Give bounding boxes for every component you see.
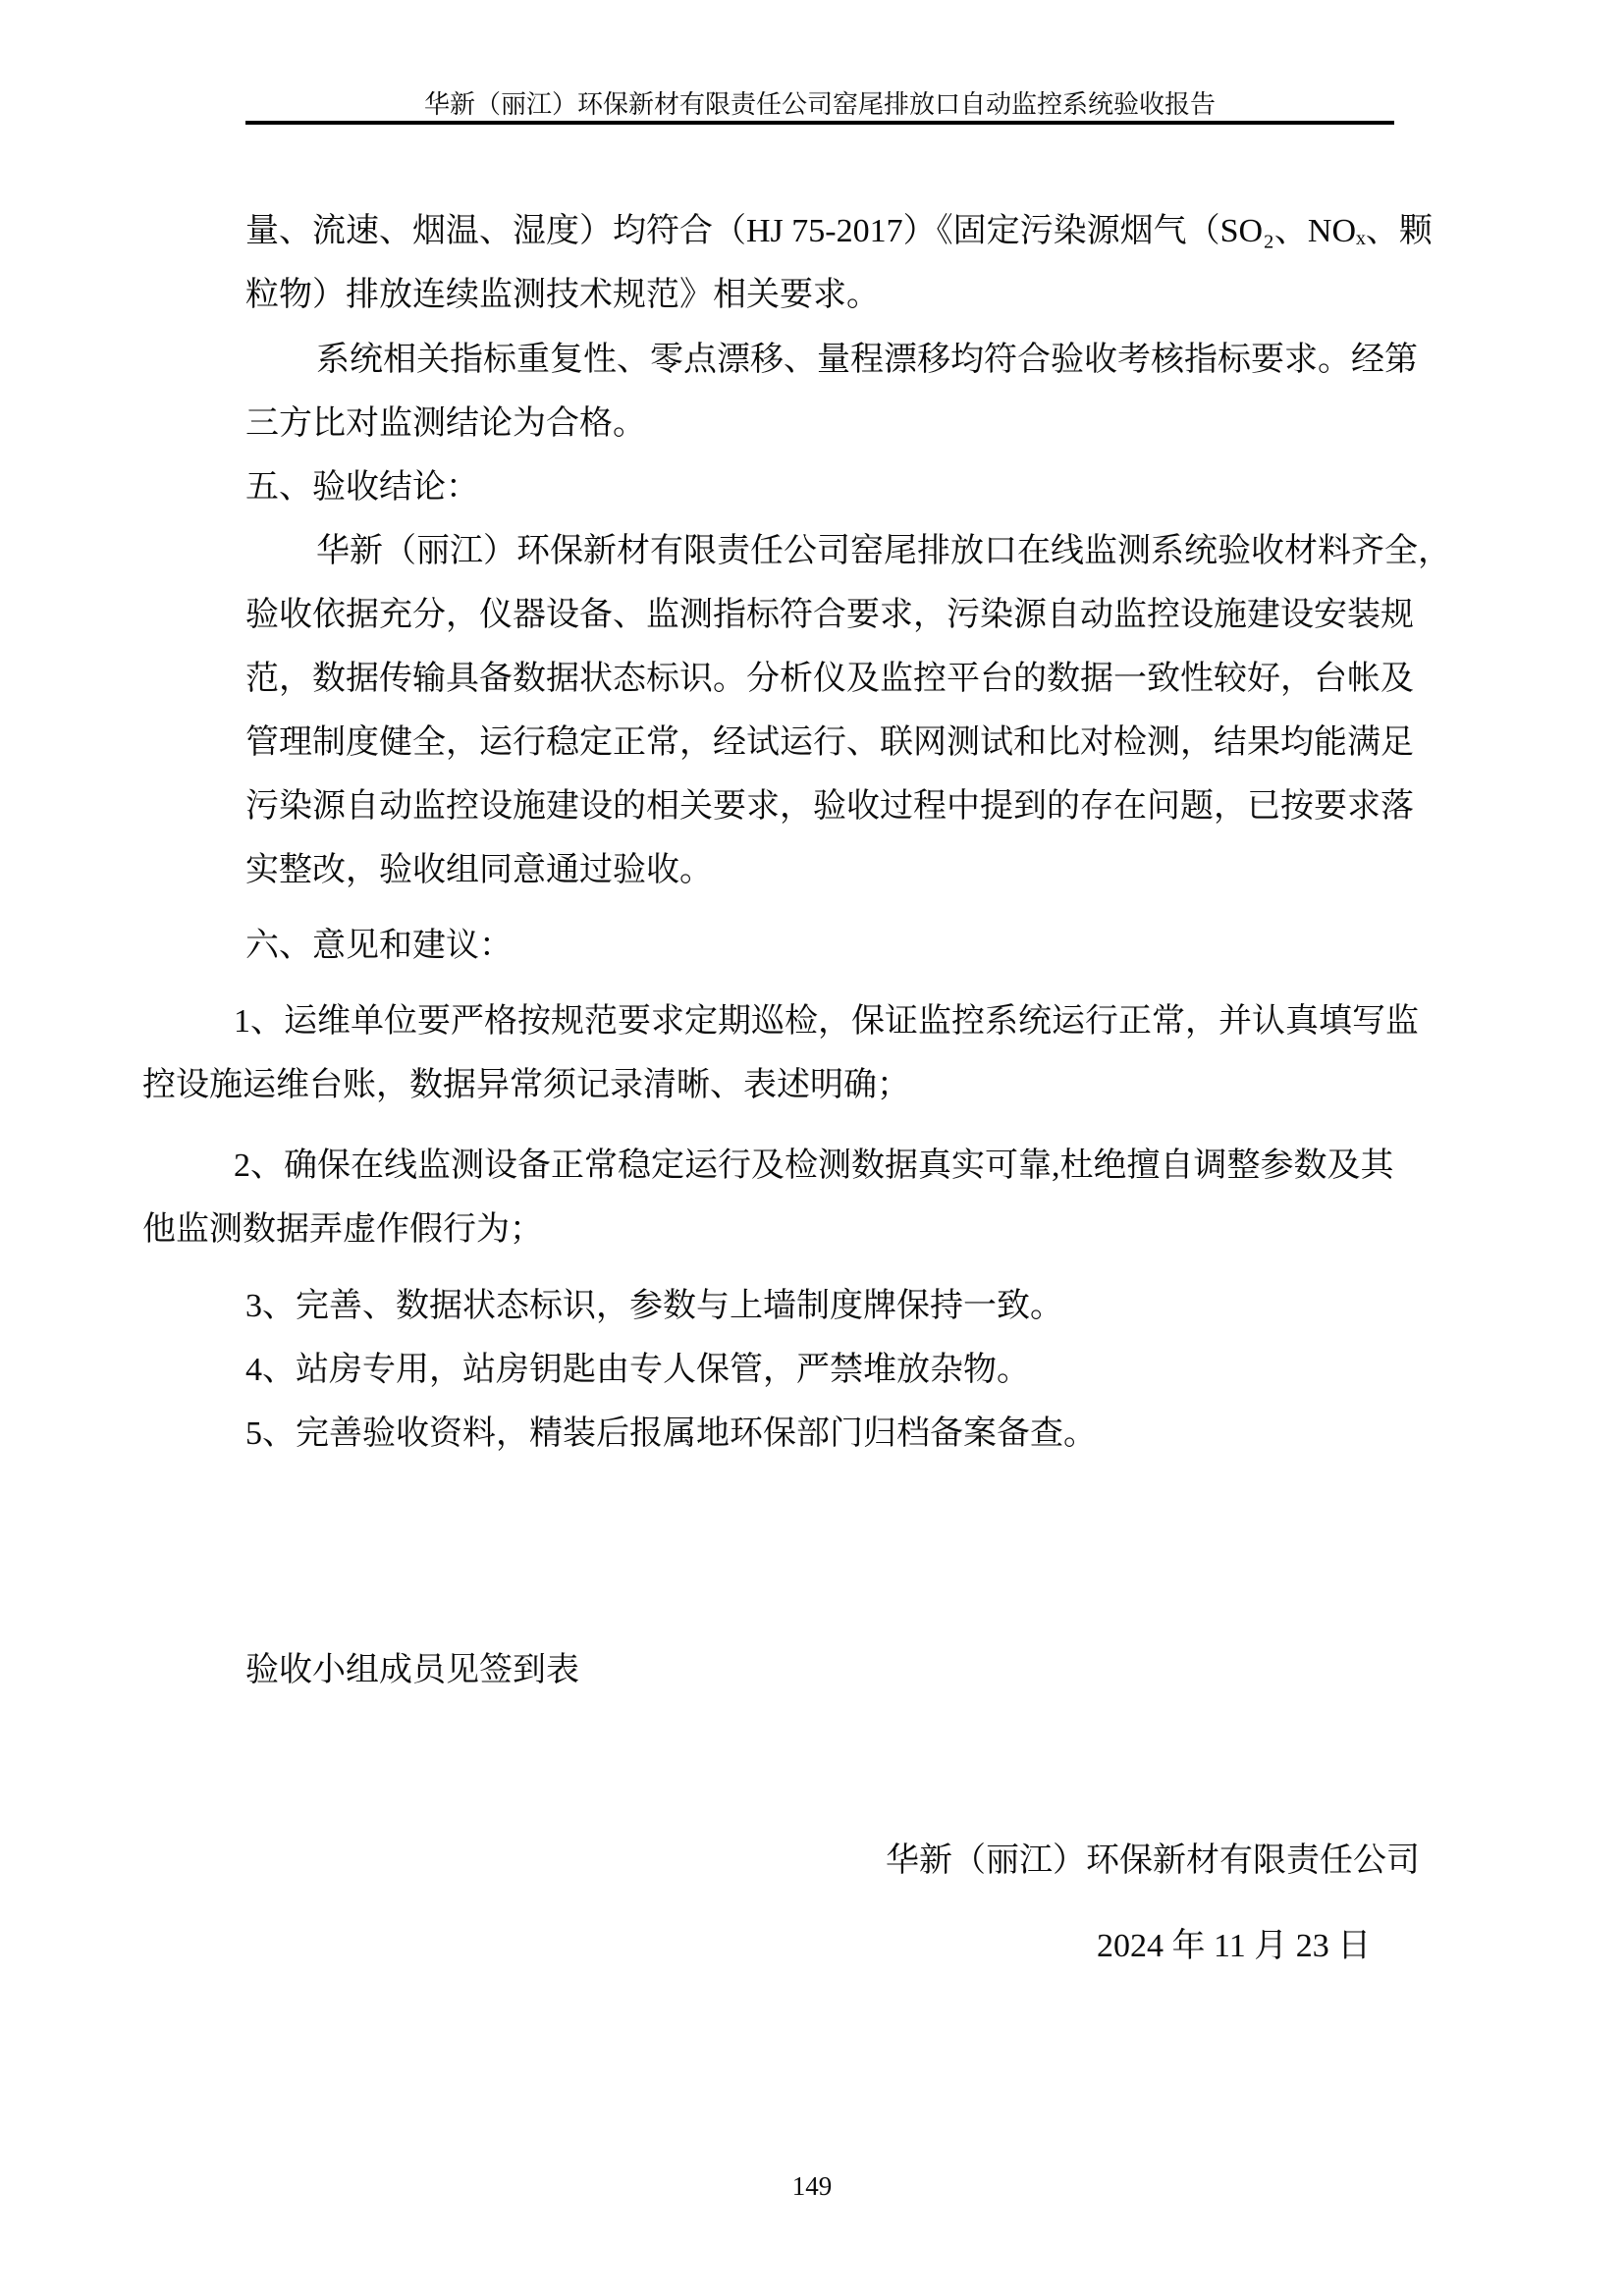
suggestion-item-2-continued: 他监测数据弄虚作假行为； xyxy=(142,1211,543,1248)
section-5-heading: 五、验收结论： xyxy=(245,469,479,506)
body-line: 粒物）排放连续监测技术规范》相关要求。 xyxy=(245,277,880,313)
section-6-heading: 六、意见和建议： xyxy=(245,928,513,964)
body-line: 华新（丽江）环保新材有限责任公司窑尾排放口在线监测系统验收材料齐全， xyxy=(316,533,1451,569)
suggestion-item-2: 2、确保在线监测设备正常稳定运行及检测数据真实可靠,杜绝擅自调整参数及其 xyxy=(234,1148,1394,1184)
page-number: 149 xyxy=(791,2171,833,2201)
suggestion-item-1-continued: 控设施运维台账，数据异常须记录清晰、表述明确； xyxy=(142,1067,910,1103)
suggestion-item-1: 1、运维单位要严格按规范要求定期巡检，保证监控系统运行正常，并认真填写监 xyxy=(234,1003,1419,1040)
body-line: 三方比对监测结论为合格。 xyxy=(245,405,646,442)
signature-date: 2024 年 11 月 23 日 xyxy=(1097,1928,1372,1964)
body-line: 实整改，验收组同意通过验收。 xyxy=(245,852,713,888)
header-rule xyxy=(245,121,1394,125)
suggestion-item-4: 4、站房专用，站房钥匙由专人保管，严禁堆放杂物。 xyxy=(245,1352,1030,1388)
body-line: 范，数据传输具备数据状态标识。分析仪及监控平台的数据一致性较好，台帐及 xyxy=(245,661,1414,697)
body-line: 管理制度健全，运行稳定正常，经试运行、联网测试和比对检测，结果均能满足 xyxy=(245,724,1414,761)
body-line: 验收依据充分，仪器设备、监测指标符合要求，污染源自动监控设施建设安装规 xyxy=(245,597,1414,633)
body-line: 系统相关指标重复性、零点漂移、量程漂移均符合验收考核指标要求。经第 xyxy=(316,342,1418,378)
signin-sheet-note: 验收小组成员见签到表 xyxy=(245,1652,579,1688)
signature-company: 华新（丽江）环保新材有限责任公司 xyxy=(886,1842,1420,1879)
body-line: 污染源自动监控设施建设的相关要求，验收过程中提到的存在问题，已按要求落 xyxy=(245,788,1414,825)
page-header-title: 华新（丽江）环保新材有限责任公司窑尾排放口自动监控系统验收报告 xyxy=(423,90,1216,119)
body-line: 量、流速、烟温、湿度）均符合（HJ 75-2017）《固定污染源烟气（SO₂、NOₓ、颗 xyxy=(245,213,1433,249)
suggestion-item-3: 3、完善、数据状态标识，参数与上墙制度牌保持一致。 xyxy=(245,1288,1063,1324)
suggestion-item-5: 5、完善验收资料，精装后报属地环保部门归档备案备查。 xyxy=(245,1415,1097,1452)
